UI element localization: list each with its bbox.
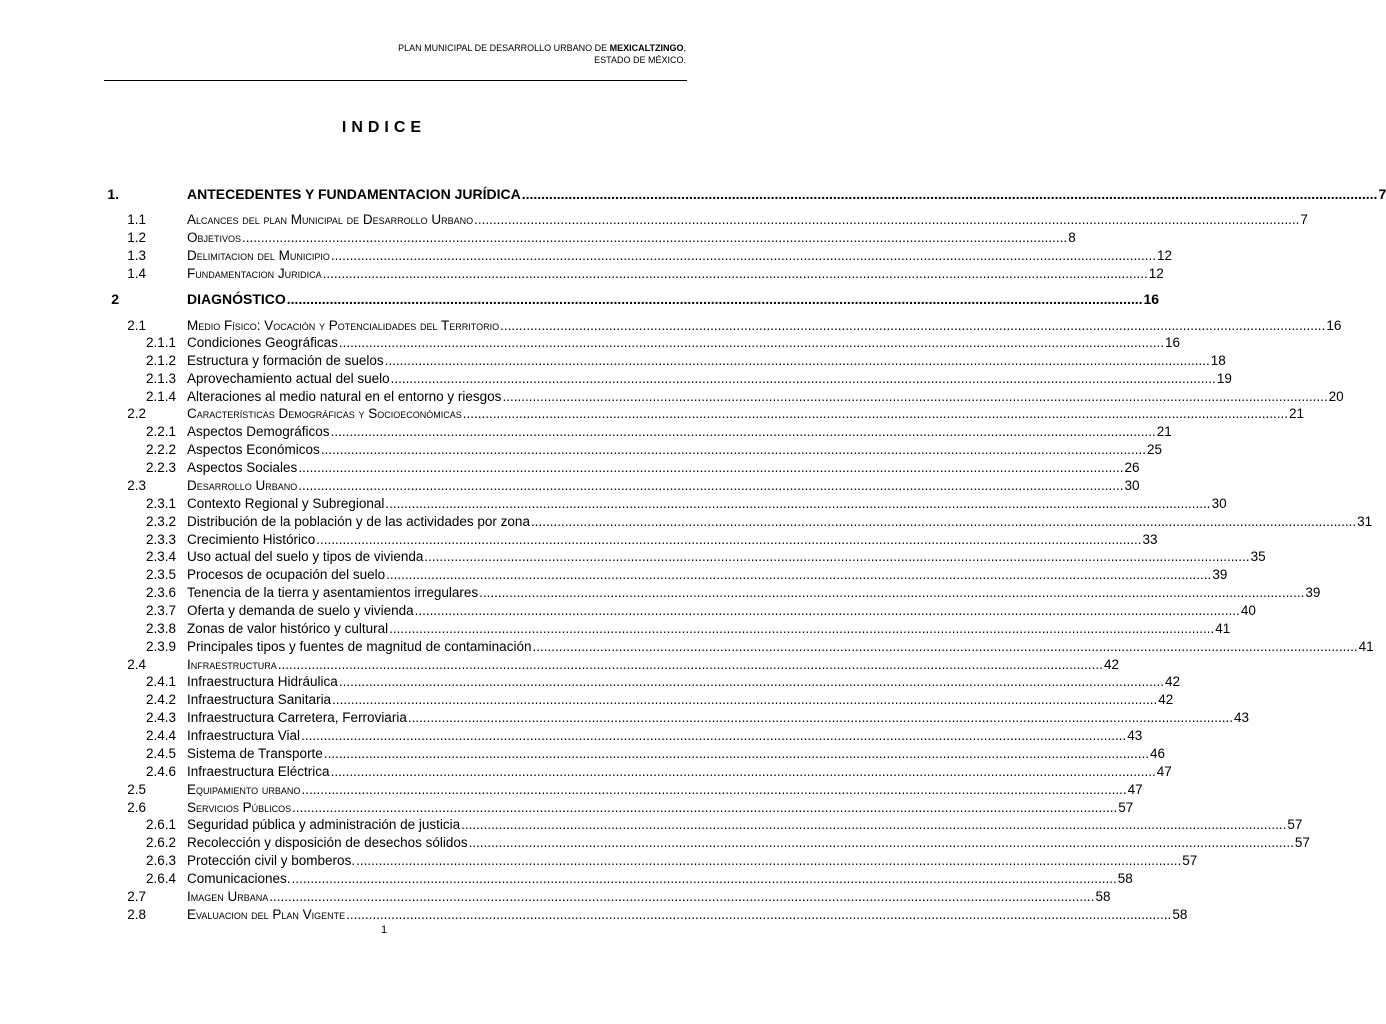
toc-entry[interactable]	[0, 230, 1076, 248]
toc-entry[interactable]	[0, 585, 1321, 603]
toc-entry[interactable]	[0, 248, 1173, 266]
dot-leader: ............................................................................................................................................................................................................................	[330, 248, 1157, 263]
dot-leader: ............................................................................................................................................................................................................................	[291, 871, 1117, 886]
dot-leader: ............................................................................................................................................................................................................................	[338, 335, 1165, 350]
toc-entry-title: Medio Físico: Vocación y Potencialidades del Territorio	[187, 318, 500, 333]
header-prefix: PLAN MUNICIPAL DE DESARROLLO URBANO DE	[398, 43, 610, 53]
toc-entry-page: 41	[1358, 639, 1374, 654]
toc-entry-number: 1.	[107, 186, 119, 202]
dot-leader: ............................................................................................................................................................................................................................	[424, 549, 1250, 564]
dot-leader: ............................................................................................................................................................................................................................	[330, 424, 1156, 439]
toc-entry-number: 2.2.2	[145, 442, 176, 457]
toc-entry-title: Fundamentacion Juridica	[187, 266, 322, 281]
toc-entry-page: 7	[1300, 212, 1308, 227]
toc-entry-title: Tenencia de la tierra y asentamientos irregulares	[187, 585, 479, 600]
toc-entry-title: Aspectos Económicos	[187, 442, 320, 457]
toc-entry-number: 2.3.8	[145, 621, 176, 636]
toc-entry-number: 2.8	[127, 907, 146, 922]
toc-entry-number: 2.4.5	[145, 746, 176, 761]
dot-leader: ............................................................................................................................................................................................................................	[468, 835, 1294, 850]
dot-leader: ............................................................................................................................................................................................................................	[414, 603, 1240, 618]
toc-entry[interactable]	[0, 335, 1181, 353]
toc-entry[interactable]	[0, 639, 1374, 657]
toc-entry-page: 47	[1156, 764, 1172, 779]
toc-entry-page: 39	[1305, 585, 1321, 600]
toc-entry-title: Infraestructura Hidráulica	[187, 674, 338, 689]
toc-entry[interactable]	[0, 853, 1198, 871]
toc-entry-page: 8	[1068, 230, 1076, 245]
toc-entry[interactable]	[0, 746, 1166, 764]
toc-entry[interactable]	[0, 800, 1134, 818]
dot-leader: ............................................................................................................................................................................................................................	[323, 746, 1149, 761]
toc-entry-page: 30	[1124, 478, 1140, 493]
toc-entry-title: Infraestructura Carretera, Ferroviaria	[187, 710, 407, 725]
toc-entry-page: 12	[1148, 266, 1164, 281]
toc-entry-number: 2.6.4	[145, 871, 176, 886]
toc-entry-number: 2.1.2	[145, 353, 176, 368]
toc-entry-title: Infraestructura Vial	[187, 728, 301, 743]
page-number: 1	[380, 924, 388, 936]
toc-entry-number: 2.1.1	[145, 335, 176, 350]
dot-leader: ............................................................................................................................................................................................................................	[269, 889, 1095, 904]
toc-entry-number: 2.3.6	[145, 585, 176, 600]
toc-entry-number: 2.4.6	[145, 764, 176, 779]
toc-entry[interactable]	[0, 318, 1342, 336]
toc-entry-number: 2.6	[127, 800, 146, 815]
toc-entry-title: Características Demográficas y Socioeconómicas	[187, 406, 462, 421]
toc-entry-page: 58	[1172, 907, 1188, 922]
toc-entry-title: Alcances del plan Municipal de Desarrollo Urbano	[187, 212, 474, 227]
toc-entry-title: Comunicaciones.	[187, 871, 291, 886]
dot-leader: ............................................................................................................................................................................................................................	[461, 817, 1287, 832]
toc-entry-page: 46	[1150, 746, 1166, 761]
toc-entry-page: 12	[1157, 248, 1173, 263]
toc-entry[interactable]	[0, 728, 1143, 746]
dot-leader: ............................................................................................................................................................................................................................	[338, 674, 1164, 689]
dot-leader: ............................................................................................................................................................................................................................	[292, 800, 1118, 815]
toc-entry-title: Aspectos Demográficos	[187, 424, 330, 439]
toc-entry-title: Procesos de ocupación del suelo	[187, 567, 386, 582]
toc-entry-page: 21	[1288, 406, 1304, 421]
header-line-2: ESTADO DE MÉXICO.	[594, 55, 686, 65]
dot-leader: ............................................................................................................................................................................................................................	[298, 460, 1124, 475]
dot-leader: ............................................................................................................................................................................................................................	[389, 621, 1215, 636]
toc-entry[interactable]	[0, 186, 1386, 204]
toc-entry-number: 2.2.3	[145, 460, 176, 475]
toc-entry-page: 58	[1095, 889, 1111, 904]
toc-entry-page: 31	[1357, 514, 1373, 529]
toc-entry-number: 2.3.9	[145, 639, 176, 654]
toc-entry[interactable]	[0, 907, 1188, 925]
toc-entry-number: 1.2	[127, 230, 146, 245]
toc-entry[interactable]	[0, 406, 1304, 424]
toc-entry[interactable]	[0, 291, 1160, 309]
header-suffix: ,	[683, 43, 686, 53]
toc-entry-title: Principales tipos y fuentes de magnitud de contaminación	[187, 639, 532, 654]
toc-entry[interactable]	[0, 424, 1172, 442]
toc-entry-page: 41	[1215, 621, 1231, 636]
toc-entry-page: 57	[1287, 817, 1303, 832]
toc-entry[interactable]	[0, 514, 1373, 532]
dot-leader: ............................................................................................................................................................................................................................	[384, 353, 1210, 368]
toc-entry-page: 42	[1158, 692, 1174, 707]
toc-entry-page: 16	[1165, 335, 1181, 350]
toc-entry-number: 2.4.4	[145, 728, 176, 743]
dot-leader: ............................................................................................................................................................................................................................	[407, 710, 1233, 725]
dot-leader: ............................................................................................................................................................................................................................	[301, 728, 1127, 743]
toc-entry-title: Crecimiento Histórico	[187, 532, 316, 547]
toc-entry-title: Zonas de valor histórico y cultural	[187, 621, 389, 636]
toc-entry-number: 2.2	[127, 406, 146, 421]
toc-entry[interactable]	[0, 817, 1303, 835]
toc-entry-number: 2.1	[127, 318, 146, 333]
toc-entry[interactable]	[0, 710, 1250, 728]
toc-entry[interactable]	[0, 782, 1143, 800]
toc-entry-title: Aspectos Sociales	[187, 460, 298, 475]
dot-leader: ............................................................................................................................................................................................................................	[346, 907, 1172, 922]
dot-leader: ............................................................................................................................................................................................................................	[330, 764, 1156, 779]
toc-entry-title: Infraestructura	[187, 657, 277, 672]
toc-entry[interactable]	[0, 371, 1232, 389]
toc-entry-title: Desarrollo Urbano	[187, 478, 298, 493]
toc-entry-number: 2.6.1	[145, 817, 176, 832]
toc-entry[interactable]	[0, 353, 1226, 371]
toc-entry-page: 16	[1326, 318, 1342, 333]
toc-entry[interactable]	[0, 764, 1172, 782]
toc-entry[interactable]	[0, 460, 1140, 478]
toc-entry-page: 57	[1118, 800, 1134, 815]
toc-entry[interactable]	[0, 389, 1344, 407]
dot-leader: ............................................................................................................................................................................................................................	[301, 782, 1127, 797]
toc-entry-title: Condiciones Geográficas	[187, 335, 338, 350]
dot-leader: ............................................................................................................................................................................................................................	[242, 230, 1068, 245]
toc-entry-number: 1.1	[127, 212, 146, 227]
toc-entry-number: 1.3	[127, 248, 146, 263]
toc-entry-number: 2.3	[127, 478, 146, 493]
dot-leader: ............................................................................................................................................................................................................................	[386, 567, 1212, 582]
toc-entry-title: DIAGNÓSTICO	[187, 291, 286, 307]
toc-entry-title: Alteraciones al medio natural en el entorno y riesgos	[187, 389, 502, 404]
dot-leader: ............................................................................................................................................................................................................................	[500, 318, 1326, 333]
toc-entry-number: 2.7	[127, 889, 146, 904]
dot-leader: ............................................................................................................................................................................................................................	[332, 692, 1158, 707]
toc-entry-title: Contexto Regional y Subregional	[187, 496, 385, 511]
toc-entry[interactable]	[0, 478, 1140, 496]
dot-leader: ............................................................................................................................................................................................................................	[474, 212, 1300, 227]
toc-entry[interactable]	[0, 692, 1174, 710]
dot-leader: ............................................................................................................................................................................................................................	[479, 585, 1305, 600]
toc-entry-page: 18	[1210, 353, 1226, 368]
toc-entry-number: 2.4.2	[145, 692, 176, 707]
toc-entry-title: Equipamiento urbano	[187, 782, 301, 797]
toc-entry-page: 40	[1240, 603, 1256, 618]
dot-leader: ............................................................................................................................................................................................................................	[277, 657, 1103, 672]
toc-entry[interactable]	[0, 603, 1256, 621]
toc-entry-number: 2.1.4	[145, 389, 176, 404]
toc-entry-number: 2.3.3	[145, 532, 176, 547]
toc-entry-title: Recolección y disposición de desechos sólidos	[187, 835, 468, 850]
dot-leader: ............................................................................................................................................................................................................................	[322, 266, 1148, 281]
toc-entry-title: Oferta y demanda de suelo y vivienda	[187, 603, 414, 618]
toc-entry-title: Estructura y formación de suelos	[187, 353, 384, 368]
toc-entry-page: 47	[1127, 782, 1143, 797]
toc-entry-page: 25	[1146, 442, 1163, 457]
toc-entry-page: 26	[1124, 460, 1140, 475]
toc-entry-page: 58	[1117, 871, 1133, 886]
toc-entry-page: 30	[1211, 496, 1227, 511]
toc-entry-title: Infraestructura Sanitaria	[187, 692, 332, 707]
toc-entry[interactable]	[0, 657, 1119, 675]
dot-leader: ............................................................................................................................................................................................................................	[356, 853, 1182, 868]
toc-entry-page: 20	[1328, 389, 1344, 404]
toc-entry-number: 2.1.3	[145, 371, 176, 386]
toc-entry-number: 2.3.4	[145, 549, 176, 564]
toc-entry-page: 19	[1216, 371, 1232, 386]
toc-entry[interactable]	[0, 674, 1181, 692]
toc-entry-number: 2.6.3	[145, 853, 176, 868]
toc-entry-page: 16	[1143, 291, 1160, 307]
toc-entry[interactable]	[0, 889, 1111, 907]
toc-entry-title: Servicios Públicos	[187, 800, 292, 815]
toc-entry-title: Sistema de Transporte	[187, 746, 323, 761]
dot-leader: ............................................................................................................................................................................................................................	[385, 496, 1211, 511]
dot-leader: ............................................................................................................................................................................................................................	[320, 442, 1146, 457]
toc-entry-page: 7	[1378, 186, 1386, 202]
dot-leader: ............................................................................................................................................................................................................................	[530, 514, 1357, 529]
toc-entry[interactable]	[0, 871, 1133, 889]
dot-leader: ............................................................................................................................................................................................................................	[462, 406, 1288, 421]
toc-entry-title: Distribución de la población y de las actividades por zona	[187, 514, 530, 529]
toc-entry-number: 2.3.1	[145, 496, 176, 511]
toc-entry-page: 57	[1182, 853, 1198, 868]
toc-entry-title: Seguridad pública y administración de justicia	[187, 817, 461, 832]
toc-entry-number: 2.4.3	[145, 710, 176, 725]
toc-entry[interactable]	[0, 212, 1308, 230]
toc-entry-title: Infraestructura Eléctrica	[187, 764, 330, 779]
toc-entry-number: 1.4	[127, 266, 146, 281]
toc-entry[interactable]	[0, 567, 1228, 585]
toc-entry[interactable]	[0, 442, 1163, 460]
dot-leader: ............................................................................................................................................................................................................................	[298, 478, 1124, 493]
toc-entry-title: Objetivos	[187, 230, 242, 245]
toc-entry-number: 2.3.5	[145, 567, 176, 582]
toc-entry-number: 2.4	[127, 657, 146, 672]
page-title: INDICE	[341, 119, 427, 136]
toc-entry-title: Evaluacion del Plan Vigente	[187, 907, 346, 922]
toc-entry-title: Imagen Urbana	[187, 889, 269, 904]
toc-entry[interactable]	[0, 835, 1310, 853]
toc-entry-title: Delimitacion del Municipio	[187, 248, 330, 263]
dot-leader: ............................................................................................................................................................................................................................	[502, 389, 1328, 404]
toc-entry-number: 2	[111, 291, 119, 307]
toc-entry-page: 42	[1103, 657, 1119, 672]
toc-entry-number: 2.3.7	[145, 603, 176, 618]
toc-entry-page: 35	[1250, 549, 1266, 564]
toc-entry-page: 43	[1127, 728, 1143, 743]
toc-entry-number: 2.4.1	[145, 674, 176, 689]
toc-entry[interactable]	[0, 266, 1164, 284]
header-municipality: MEXICALTZINGO	[609, 43, 684, 53]
dot-leader: ............................................................................................................................................................................................................................	[521, 186, 1378, 202]
toc-entry[interactable]	[0, 532, 1158, 550]
toc-entry-title: Uso actual del suelo y tipos de vivienda	[187, 549, 424, 564]
toc-entry[interactable]	[0, 621, 1231, 639]
toc-entry-page: 33	[1142, 532, 1158, 547]
toc-entry-page: 42	[1165, 674, 1181, 689]
toc-entry-title: Aprovechamiento actual del suelo	[187, 371, 390, 386]
toc-entry[interactable]	[0, 549, 1266, 567]
toc-entry-page: 57	[1294, 835, 1310, 850]
toc-entry-number: 2.2.1	[145, 424, 176, 439]
dot-leader: ............................................................................................................................................................................................................................	[390, 371, 1216, 386]
toc-entry-page: 43	[1234, 710, 1250, 725]
toc-entry-page: 21	[1156, 424, 1172, 439]
dot-leader: ............................................................................................................................................................................................................................	[316, 532, 1142, 547]
toc-entry-page: 39	[1212, 567, 1228, 582]
toc-entry-number: 2.5	[127, 782, 146, 797]
toc-entry-number: 2.6.2	[145, 835, 176, 850]
toc-entry-number: 2.3.2	[145, 514, 176, 529]
toc-entry[interactable]	[0, 496, 1227, 514]
dot-leader: ............................................................................................................................................................................................................................	[532, 639, 1358, 654]
dot-leader: ............................................................................................................................................................................................................................	[286, 291, 1143, 307]
toc-entry-title: Protección civil y bomberos.	[187, 853, 356, 868]
toc-entry-title: ANTECEDENTES Y FUNDAMENTACION JURÍDICA	[187, 186, 521, 202]
